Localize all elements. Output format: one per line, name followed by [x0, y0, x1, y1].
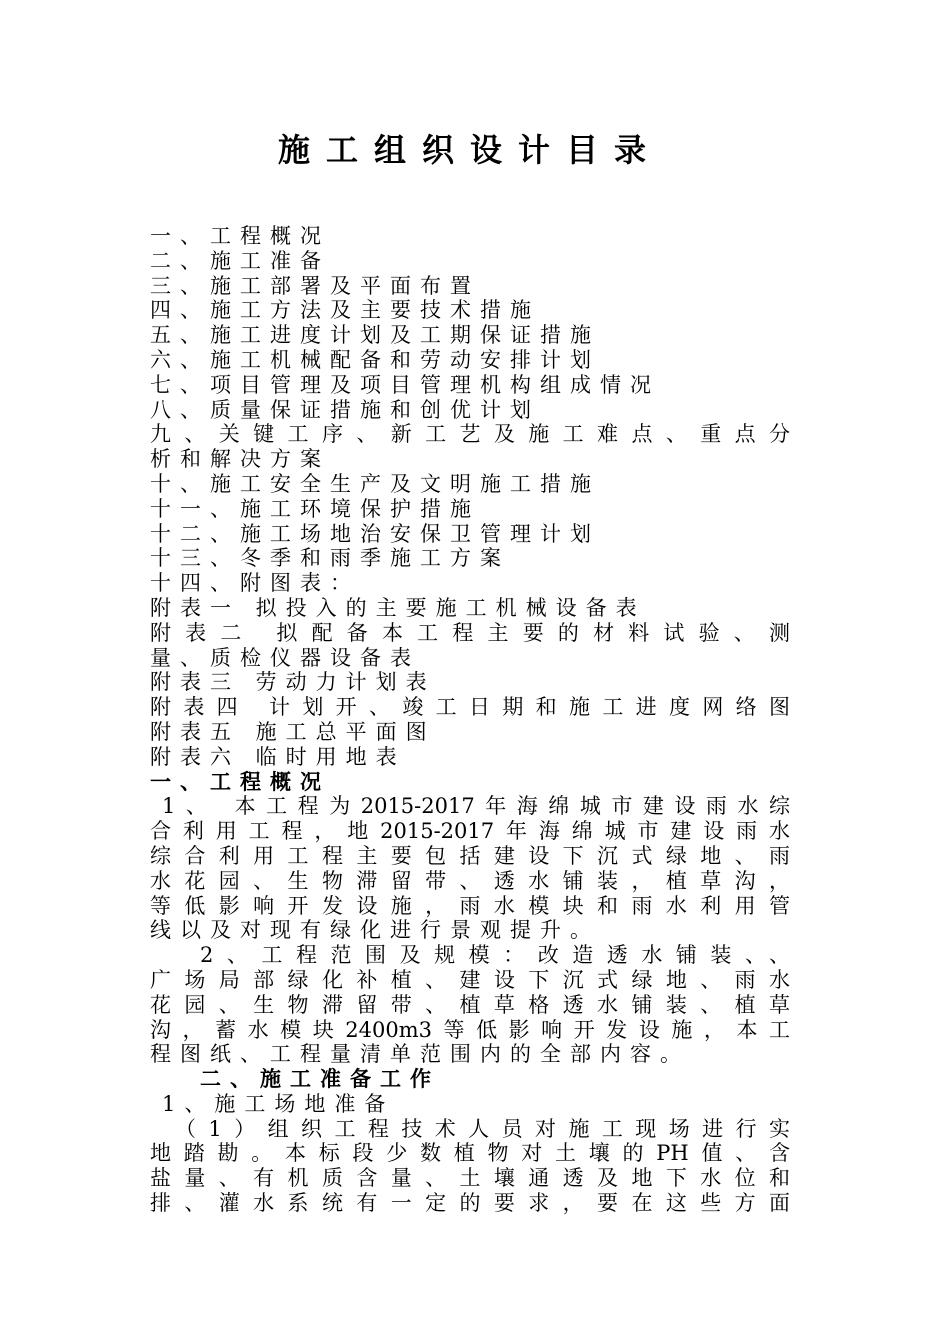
toc-item: 一、工程概况	[150, 224, 330, 248]
paragraph-line: （1）组织工程技术人员对施工现场进行实	[175, 1116, 790, 1141]
toc-item: 八、质量保证措施和创优计划	[150, 397, 540, 422]
toc-item: 五、施工进度计划及工期保证措施	[150, 323, 600, 348]
paragraph-line: 线以及对现有绿化进行景观提升。	[150, 918, 600, 943]
appendix-item: 附表三 劳动力计划表	[150, 670, 436, 695]
appendix-item: 附表六 临时用地表	[150, 744, 406, 769]
paragraph-line: 综合利用工程主要包括建设下沉式绿地、雨	[150, 843, 790, 868]
toc-item: 四、施工方法及主要技术措施	[150, 298, 540, 323]
toc-item: 十、施工安全生产及文明施工措施	[150, 471, 600, 496]
toc-item: 六、施工机械配备和劳动安排计划	[150, 347, 600, 372]
toc-item: 九、关键工序、新工艺及施工难点、重点分	[150, 422, 790, 447]
appendix-item: 附表二 拟配备本工程主要的材料试验、测	[150, 620, 790, 645]
toc-item: 三、施工部署及平面布置	[150, 273, 480, 298]
document-body	[150, 224, 790, 1216]
paragraph-line: 地踏勘。本标段少数植物对土壤的PH值、含	[150, 1141, 790, 1166]
subsection-heading: 1、施工场地准备	[162, 1091, 395, 1116]
section-heading-overview: 一、工程概况	[150, 769, 330, 794]
paragraph-line: 水花园、生物滞留带、透水铺装，植草沟，	[150, 868, 790, 893]
paragraph-line: 排、灌水系统有一定的要求，要在这些方面	[150, 1191, 790, 1216]
paragraph-line: 等低影响开发设施，雨水模块和雨水利用管	[150, 893, 790, 918]
document-title: 施工组织设计目录	[277, 131, 662, 169]
toc-item-continued: 析和解决方案	[150, 447, 330, 472]
appendix-item: 附表一 拟投入的主要施工机械设备表	[150, 595, 646, 620]
paragraph-line: 程图纸、工程量清单范围内的全部内容。	[150, 1042, 690, 1067]
appendix-item: 附表五 施工总平面图	[150, 719, 436, 744]
paragraph-line: 盐量、有机质含量、土壤通透及地下水位和	[150, 1166, 790, 1191]
paragraph-line: 1、 本工程为2015-2017年海绵城市建设雨水综	[162, 794, 790, 819]
paragraph-line: 2、工程范围及规模：改造透水铺装、、	[200, 943, 790, 968]
toc-item: 十四、附图表：	[150, 571, 360, 596]
paragraph-line: 沟，蓄水模块2400m3等低影响开发设施，本工	[150, 1017, 790, 1042]
appendix-item-continued: 量、质检仪器设备表	[150, 645, 420, 670]
paragraph-line: 合利用工程，地2015-2017年海绵城市建设雨水	[150, 819, 790, 844]
section-heading-preparation: 二、施工准备工作	[200, 1067, 440, 1092]
toc-item: 十一、施工环境保护措施	[150, 496, 480, 521]
paragraph-line: 花园、生物滞留带、植草格透水铺装、植草	[150, 992, 790, 1017]
toc-item: 十二、施工场地治安保卫管理计划	[150, 521, 600, 546]
toc-item: 二、施工准备	[150, 248, 330, 273]
toc-item: 七、项目管理及项目管理机构组成情况	[150, 372, 660, 397]
toc-item: 十三、冬季和雨季施工方案	[150, 546, 510, 571]
appendix-item: 附表四 计划开、竣工日期和施工进度网络图	[150, 695, 790, 720]
paragraph-line: 广场局部绿化补植、建设下沉式绿地、雨水	[150, 967, 790, 992]
